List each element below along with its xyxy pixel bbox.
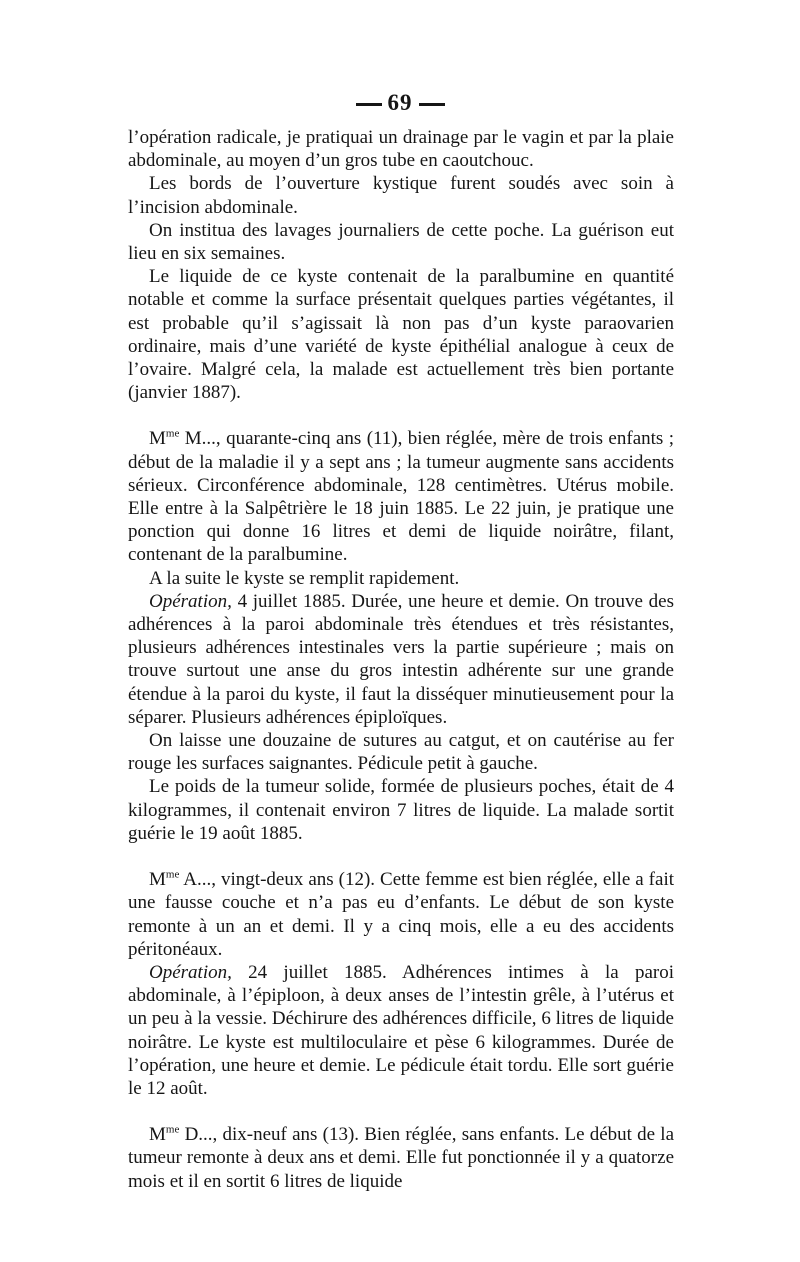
- paragraph: [128, 590, 674, 729]
- title-superscript: me: [165, 428, 180, 441]
- paragraph: [128, 219, 674, 265]
- paragraph: [128, 427, 674, 566]
- paragraph-gap: [128, 1100, 674, 1123]
- title-abbreviation: M: [149, 869, 166, 891]
- page-number-dash-left: [356, 103, 382, 106]
- paragraph-gap: [128, 404, 674, 427]
- paragraph-gap: [128, 845, 674, 868]
- page-number-dash-right: [419, 103, 445, 106]
- paragraph-text: On laisse une douzaine de sutures au catgut, et on cautérise au fer rouge les surfaces saignantes. Pédicule petit à gauche.: [128, 730, 674, 775]
- paragraph: [128, 729, 674, 775]
- paragraph-text: l’opération radicale, je pratiquai un drainage par le vagin et par la plaie abdominale, au moyen d’un gros tube en caoutchouc.: [128, 127, 674, 172]
- paragraph: [128, 172, 674, 218]
- paragraph: [128, 1123, 674, 1193]
- paragraph-text: Le liquide de ce kyste contenait de la paralbumine en quantité notable et comme la surface présentait quelques parties végétantes, il est probable qu’il s’agissait là non pas d’un kyste paraovarien ordinaire, mais d’une variété de kyste épithélial analogue à ceux de l’ovaire. Malgré cela, la malade est actuellement très bien portante (janvier 1887).: [128, 266, 674, 404]
- title-abbreviation: M: [149, 428, 166, 450]
- italic-heading: Opération,: [149, 590, 232, 612]
- paragraph-text: D..., dix-neuf ans (13). Bien réglée, sans enfants. Le début de la tumeur remonte à deux ans et demi. Elle fut ponctionnée il y a quatorze mois et il en sortit 6 litres de liquide: [128, 1124, 674, 1192]
- page-number: [0, 90, 800, 116]
- paragraph-text: 4 juillet 1885. Durée, une heure et demie. On trouve des adhérences à la paroi abdominale très étendues et très résistantes, plusieurs adhérences intestinales vers la partie supérieure ; mais on trouve surtout une anse du gros intestin adhérente sur une grande étendue à la paroi du kyste, il faut la disséquer minutieusement pour la séparer. Plusieurs adhérences épiploïques.: [128, 590, 674, 728]
- title-superscript: me: [165, 868, 180, 881]
- paragraph: [128, 265, 674, 404]
- title-superscript: me: [165, 1123, 180, 1136]
- paragraph: [128, 775, 674, 845]
- paragraph: [128, 868, 674, 961]
- paragraph-text: On institua des lavages journaliers de cette poche. La guérison eut lieu en six semaines.: [128, 219, 674, 265]
- paragraph-text: Le poids de la tumeur solide, formée de plusieurs poches, était de 4 kilogrammes, il contenait environ 7 litres de liquide. La malade sortit guérie le 19 août 1885.: [128, 776, 674, 844]
- italic-heading: Opération,: [149, 961, 232, 983]
- paragraph-text: M..., quarante-cinq ans (11), bien réglée, mère de trois enfants ; début de la maladie il y a sept ans ; la tumeur augmente sans accidents sérieux. Circonférence abdominale, 128 centimètres. Utérus mobile. Elle entre à la Salpêtrière le 18 juin 1885. Le 22 juin, je pratique une ponction qui donne 16 litres et demi de liquide noirâtre, filant, contenant de la paralbumine.: [128, 428, 674, 566]
- page-body-text: [128, 126, 674, 1193]
- paragraph: [128, 126, 674, 172]
- paragraph: [128, 961, 674, 1100]
- page-number-text: 69: [387, 90, 413, 115]
- paragraph-text: 24 juillet 1885. Adhérences intimes à la paroi abdominale, à l’épiploon, à deux anses de l’intestin grêle, à l’utérus et un peu à la vessie. Déchirure des adhérences difficile, 6 litres de liquide noirâtre. Le kyste est multiloculaire et pèse 6 kilogrammes. Durée de l’opération, une heure et demie. Le pédicule était tordu. Elle sort guérie le 12 août.: [128, 961, 674, 1099]
- paragraph: [128, 567, 674, 590]
- title-abbreviation: M: [149, 1124, 166, 1146]
- paragraph-text: Les bords de l’ouverture kystique furent soudés avec soin à l’incision abdominale.: [128, 173, 674, 218]
- paragraph-text: A..., vingt-deux ans (12). Cette femme est bien réglée, elle a fait une fausse couche et n’a pas eu d’enfants. Le début de son kyste remonte à un an et demi. Il y a cinq mois, elle a eu des accidents péritonéaux.: [128, 869, 674, 960]
- paragraph-text: A la suite le kyste se remplit rapidement.: [149, 567, 460, 589]
